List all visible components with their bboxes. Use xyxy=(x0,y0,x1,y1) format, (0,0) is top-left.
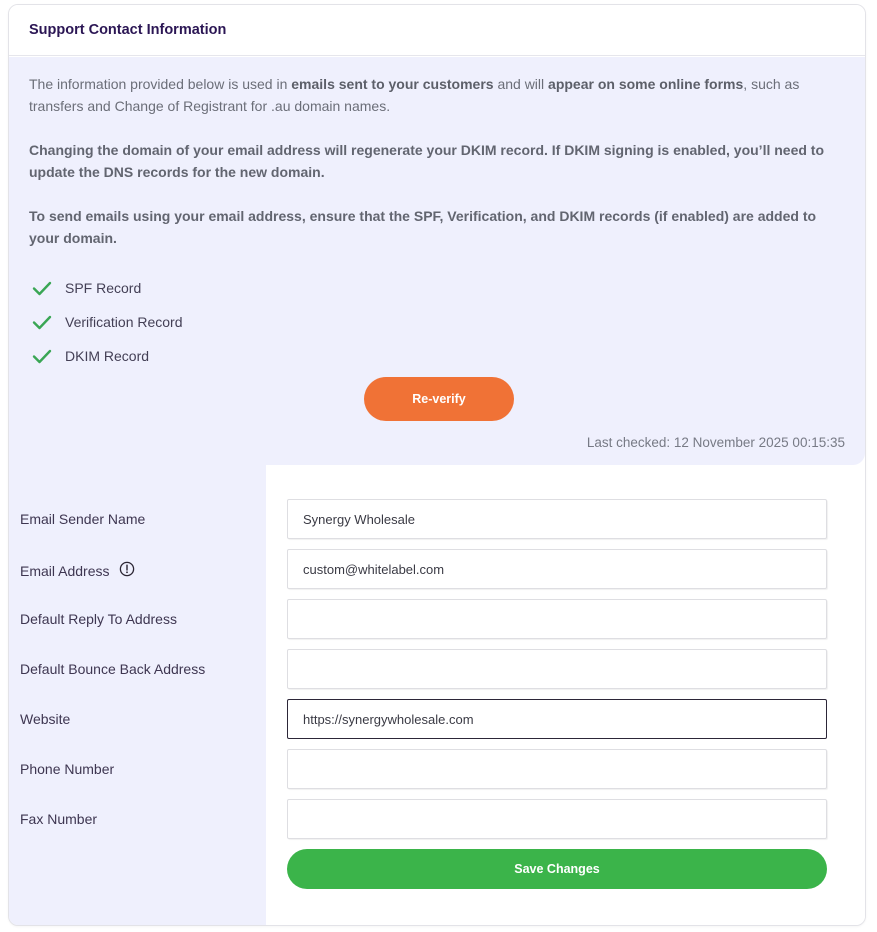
record-label: DKIM Record xyxy=(65,348,150,364)
last-checked-timestamp: Last checked: 12 November 2025 00:15:35 xyxy=(586,435,845,450)
label-fax-number: Fax Number xyxy=(20,811,98,827)
default-bounce-back-input[interactable] xyxy=(287,649,827,689)
reverify-button[interactable]: Re-verify xyxy=(364,377,514,421)
label-phone-number: Phone Number xyxy=(20,761,115,777)
record-label: SPF Record xyxy=(65,280,142,296)
phone-number-input[interactable] xyxy=(287,749,827,789)
fax-number-input[interactable] xyxy=(287,799,827,839)
email-sender-name-input[interactable] xyxy=(287,499,827,539)
website-input[interactable] xyxy=(287,699,827,739)
save-changes-button[interactable]: Save Changes xyxy=(287,849,827,889)
info-paragraph-dkim: Changing the domain of your email address will regenerate your DKIM record. If DKIM signing is enabled, you’ll need to update the DNS records for the new domain. xyxy=(29,142,825,180)
label-email-sender-name: Email Sender Name xyxy=(20,511,146,527)
card-title: Support Contact Information xyxy=(29,22,227,38)
record-status-list xyxy=(29,271,845,373)
default-reply-to-input[interactable] xyxy=(287,599,827,639)
record-spf xyxy=(29,271,845,305)
info-paragraph-usage: The information provided below is used in emails sent to your customers and will appear on some online forms, such as transfers and Change of Registrant for .au domain names. xyxy=(29,76,800,114)
label-email-address: Email Address xyxy=(20,563,135,579)
email-address-input[interactable] xyxy=(287,549,827,589)
check-icon xyxy=(31,311,53,333)
info-paragraph-records: To send emails using your email address, ensure that the SPF, Verification, and DKIM records (if enabled) are added to your domain. xyxy=(29,208,817,246)
label-default-reply-to: Default Reply To Address xyxy=(20,611,177,627)
label-website: Website xyxy=(20,711,71,727)
info-icon[interactable] xyxy=(119,561,135,577)
record-label: Verification Record xyxy=(65,314,183,330)
label-default-bounce-back: Default Bounce Back Address xyxy=(20,661,206,677)
reverify-wrap xyxy=(29,377,845,421)
check-icon xyxy=(31,277,53,299)
form-label-column xyxy=(9,465,266,926)
card-header xyxy=(9,5,865,56)
info-panel xyxy=(9,57,865,465)
check-icon xyxy=(31,345,53,367)
record-verification xyxy=(29,305,845,339)
record-dkim xyxy=(29,339,845,373)
